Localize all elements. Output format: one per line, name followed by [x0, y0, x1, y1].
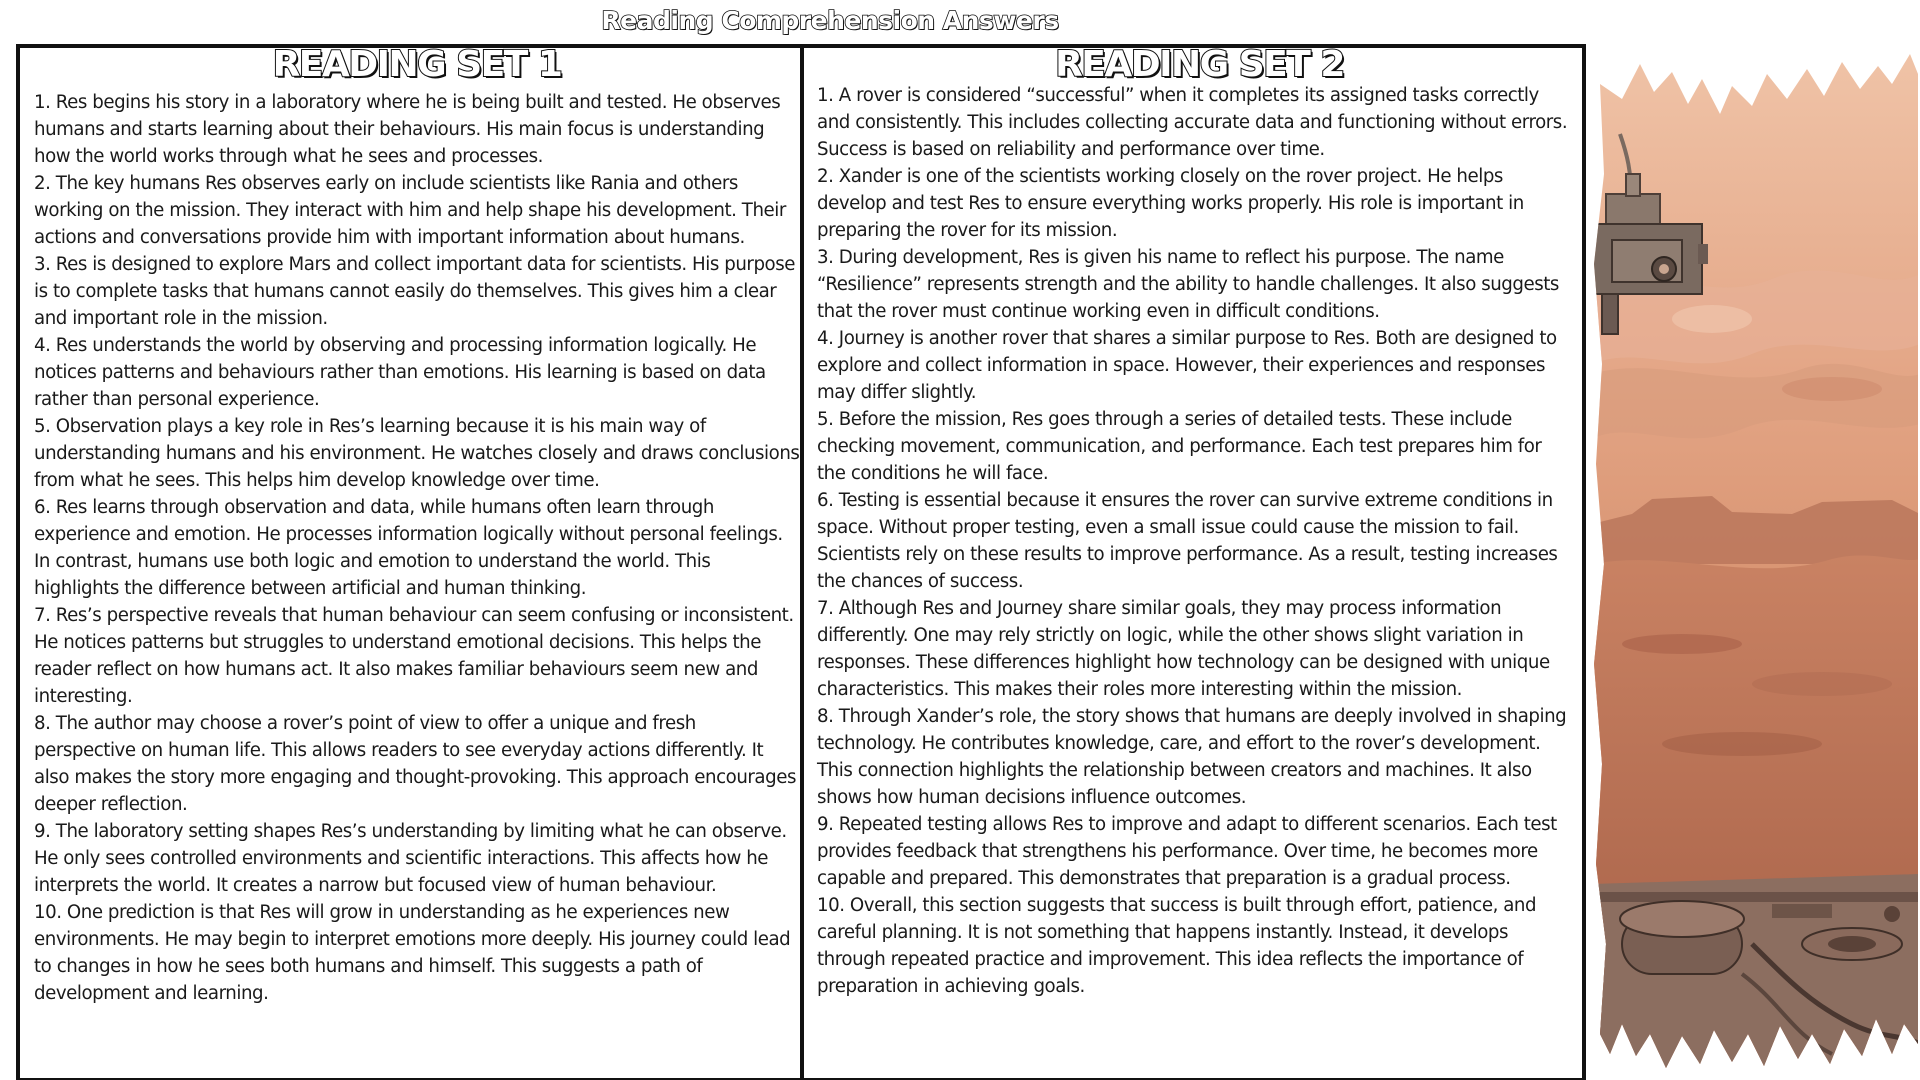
page-title: Reading Comprehension Answers — [601, 6, 1059, 35]
answer-item: 2. The key humans Res observes early on include scientists like Rania and others working on the mission. They interact with him and help shape his development. Their actions and conversations provide him with important information about humans. — [34, 173, 786, 248]
answer-item: 7. Although Res and Journey share similar goals, they may process information differently. One may rely strictly on logic, while the other shows slight variation in responses. These differences highlight how technology can be designed with unique characteristics. This makes their roles more interesting within the mission. — [817, 598, 1550, 700]
answer-item: 10. Overall, this section suggests that success is built through effort, patience, and careful planning. It is not something that happens instantly. Instead, it develops through repeated practice and improvement. This idea reflects the importance of preparation in achieving goals. — [817, 895, 1537, 997]
answer-item: 1. A rover is considered “successful” when it completes its assigned tasks correctly and consistently. This includes collecting accurate data and functioning without errors. Success is based on reliability and performance over time. — [817, 85, 1568, 160]
answer-item: 5. Observation plays a key role in Res’s learning because it is his main way of understanding humans and his environment. He watches closely and draws conclusions from what he sees. This helps him develop knowledge over time. — [34, 416, 800, 491]
answer-item: 3. Res is designed to explore Mars and collect important data for scientists. His purpose is to complete tasks that humans cannot easily do themselves. This gives him a clear and important role in the mission. — [34, 254, 795, 329]
answer-item: 6. Testing is essential because it ensures the rover can survive extreme conditions in space. Without proper testing, even a small issue could cause the mission to fail. Scientists rely on these results to improve performance. As a result, testing increases the chances of success. — [817, 490, 1558, 592]
answer-item: 8. The author may choose a rover’s point of view to offer a unique and fresh perspective on human life. This allows readers to see everyday actions differently. It also makes the story more engaging and thought-provoking. This approach encourages deeper reflection. — [34, 713, 796, 815]
answer-item: 6. Res learns through observation and data, while humans often learn through experience and emotion. He processes information logically without personal feelings. In contrast, humans use both logic and emotion to understand the world. This highlights the difference between artificial and human thinking. — [34, 497, 783, 599]
reading-set-1-heading: READING SET 1 — [272, 48, 562, 85]
mars-rover-illustration — [1592, 44, 1920, 1080]
answer-item: 5. Before the mission, Res goes through a series of detailed tests. These include checking movement, communication, and performance. Each test prepares him for the conditions he will face. — [817, 409, 1542, 484]
reading-set-2-column — [804, 48, 1582, 1078]
reading-set-1-column — [20, 48, 804, 1078]
reading-set-1-answers — [34, 89, 800, 1007]
answer-item: 10. One prediction is that Res will grow in understanding as he experiences new environments. He may begin to interpret emotions more deeply. His journey could lead to changes in how he sees both humans and himself. This suggests a path of development and learning. — [34, 902, 791, 1004]
reading-set-2-answers — [817, 82, 1582, 1000]
answer-item: 1. Res begins his story in a laboratory where he is being built and tested. He observes humans and starts learning about their behaviours. His main focus is understanding how the world works through what he sees and processes. — [34, 92, 781, 167]
answer-item: 9. Repeated testing allows Res to improve and adapt to different scenarios. Each test provides feedback that strengthens his performance. Over time, he becomes more capable and prepared. This demonstrates that preparation is a gradual process. — [817, 814, 1557, 889]
answer-item: 7. Res’s perspective reveals that human behaviour can seem confusing or inconsistent. He notices patterns but struggles to understand emotional decisions. This helps the reader reflect on how humans act. It also makes familiar behaviours seem new and interesting. — [34, 605, 794, 707]
answer-item: 4. Res understands the world by observing and processing information logically. He notices patterns and behaviours rather than emotions. His learning is based on data rather than personal experience. — [34, 335, 766, 410]
answer-item: 9. The laboratory setting shapes Res’s understanding by limiting what he can observe. He only sees controlled environments and scientific interactions. This affects how he interprets the world. It creates a narrow but focused view of human behaviour. — [34, 821, 787, 896]
answer-item: 2. Xander is one of the scientists working closely on the rover project. He helps develop and test Res to ensure everything works properly. His role is important in preparing the rover for its mission. — [817, 166, 1524, 241]
answers-panel — [16, 44, 1586, 1080]
reading-set-2-heading: READING SET 2 — [1055, 48, 1344, 85]
answer-item: 3. During development, Res is given his name to reflect his purpose. The name “Resilience” represents strength and the ability to handle challenges. It also suggests that the rover must continue working even in difficult conditions. — [817, 247, 1559, 322]
answer-item: 4. Journey is another rover that shares a similar purpose to Res. Both are designed to explore and collect information in space. However, their experiences and responses may differ slightly. — [817, 328, 1557, 403]
answer-item: 8. Through Xander’s role, the story shows that humans are deeply involved in shaping technology. He contributes knowledge, care, and effort to the rover’s development. This connection highlights the relationship between creators and machines. It also shows how human decisions influence outcomes. — [817, 706, 1567, 808]
